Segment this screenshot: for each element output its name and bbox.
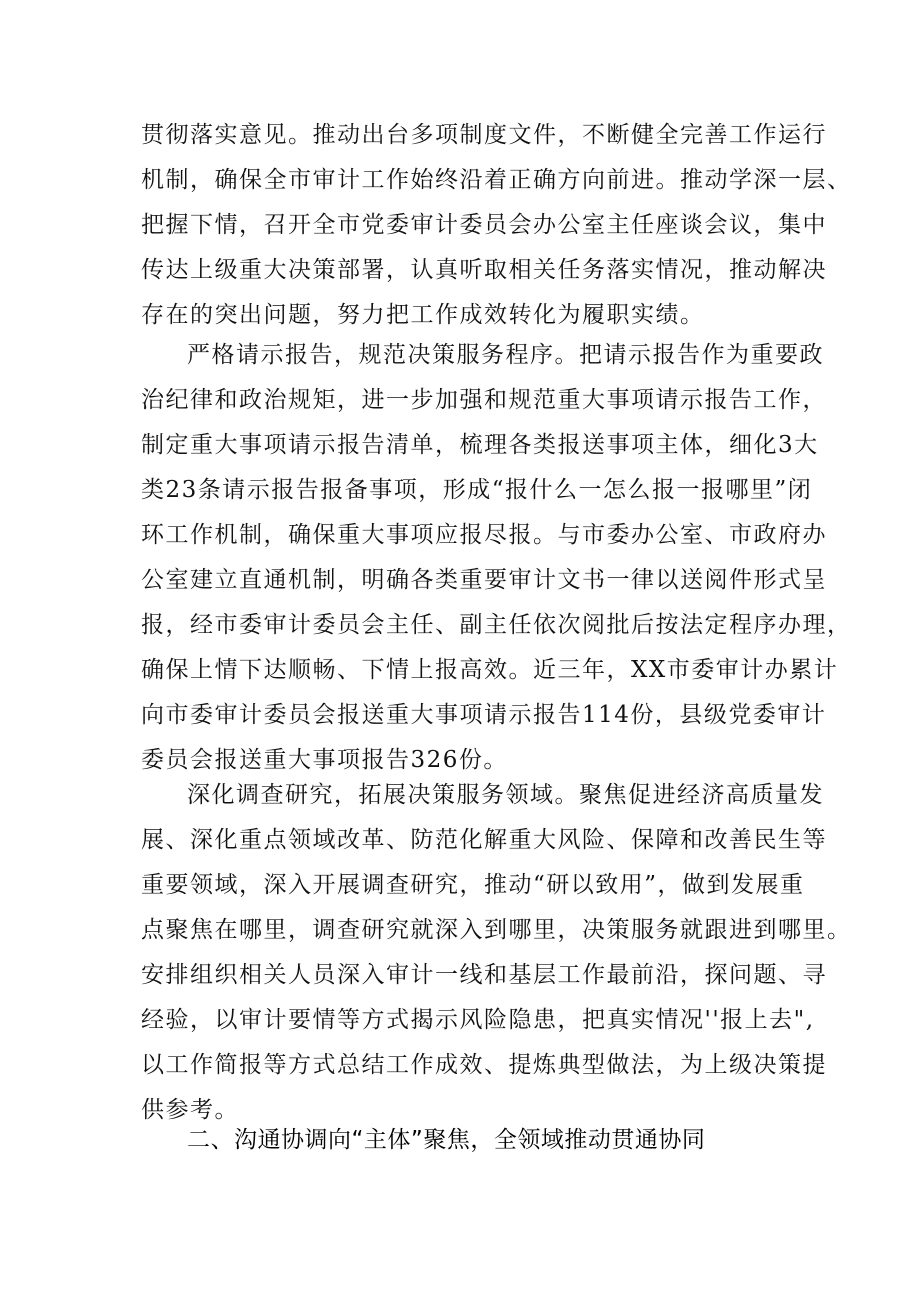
paragraph-line: 报，经市委审计委员会主任、副主任依次阅批后按法定程序办理， bbox=[141, 612, 852, 638]
paragraph-line: 严格请示报告，规范决策服务程序。把请示报告作为重要政 bbox=[187, 342, 824, 368]
paragraph-line: 经验，以审计要情等方式揭示风险隐患，把真实情况''报上去", bbox=[141, 1007, 815, 1033]
paragraph-line: 把握下情，召开全市党委审计委员会办公室主任座谈会议，集中 bbox=[141, 212, 827, 238]
paragraph-3 bbox=[141, 773, 852, 1133]
paragraph-line: 以工作简报等方式总结工作成效、提炼典型做法，为上级决策提 bbox=[141, 1052, 827, 1078]
section-heading: 二、沟通协调向“主体”聚焦，全领域推动贯通协同 bbox=[187, 1127, 706, 1153]
paragraph-1 bbox=[141, 113, 852, 338]
paragraph-line: 向市委审计委员会报送重大事项请示报告114份，县级党委审计 bbox=[141, 702, 827, 728]
paragraph-2 bbox=[141, 333, 852, 783]
paragraph-line: 展、深化重点领域改革、防范化解重大风险、保障和改善民生等 bbox=[141, 827, 827, 853]
paragraph-line: 存在的突出问题，努力把工作成效转化为履职实绩。 bbox=[141, 302, 705, 328]
paragraph-line: 治纪律和政治规矩，进一步加强和规范重大事项请示报告工作， bbox=[141, 387, 827, 413]
paragraph-line: 传达上级重大决策部署，认真听取相关任务落实情况，推动解决 bbox=[141, 257, 827, 283]
paragraph-line: 深化调查研究，拓展决策服务领域。聚焦促进经济高质量发 bbox=[187, 782, 824, 808]
paragraph-line: 机制，确保全市审计工作始终沿着正确方向前进。推动学深一层、 bbox=[141, 167, 852, 193]
paragraph-line: 确保上情下达顺畅、下情上报高效。近三年，XX市委审计办累计 bbox=[141, 657, 839, 683]
paragraph-line: 类23条请示报告报备事项，形成“报什么一怎么报一报哪里”闭 bbox=[141, 477, 813, 503]
paragraph-line: 点聚焦在哪里，调查研究就深入到哪里，决策服务就跟进到哪里。 bbox=[141, 917, 852, 943]
paragraph-line: 公室建立直通机制，明确各类重要审计文书一律以送阅件形式呈 bbox=[141, 567, 827, 593]
paragraph-line: 环工作机制，确保重大事项应报尽报。与市委办公室、市政府办 bbox=[141, 522, 827, 548]
paragraph-line: 安排组织相关人员深入审计一线和基层工作最前沿，探问题、寻 bbox=[141, 962, 827, 988]
paragraph-line: 委员会报送重大事项报告326份。 bbox=[141, 747, 508, 773]
paragraph-line: 贯彻落实意见。推动出台多项制度文件，不断健全完善工作运行 bbox=[141, 122, 827, 148]
paragraph-line: 重要领域，深入开展调查研究，推动“研以致用”，做到发展重 bbox=[141, 872, 805, 898]
paragraph-line: 制定重大事项请示报告清单，梳理各类报送事项主体，细化3大 bbox=[141, 432, 819, 458]
paragraph-line: 供参考。 bbox=[141, 1097, 239, 1123]
